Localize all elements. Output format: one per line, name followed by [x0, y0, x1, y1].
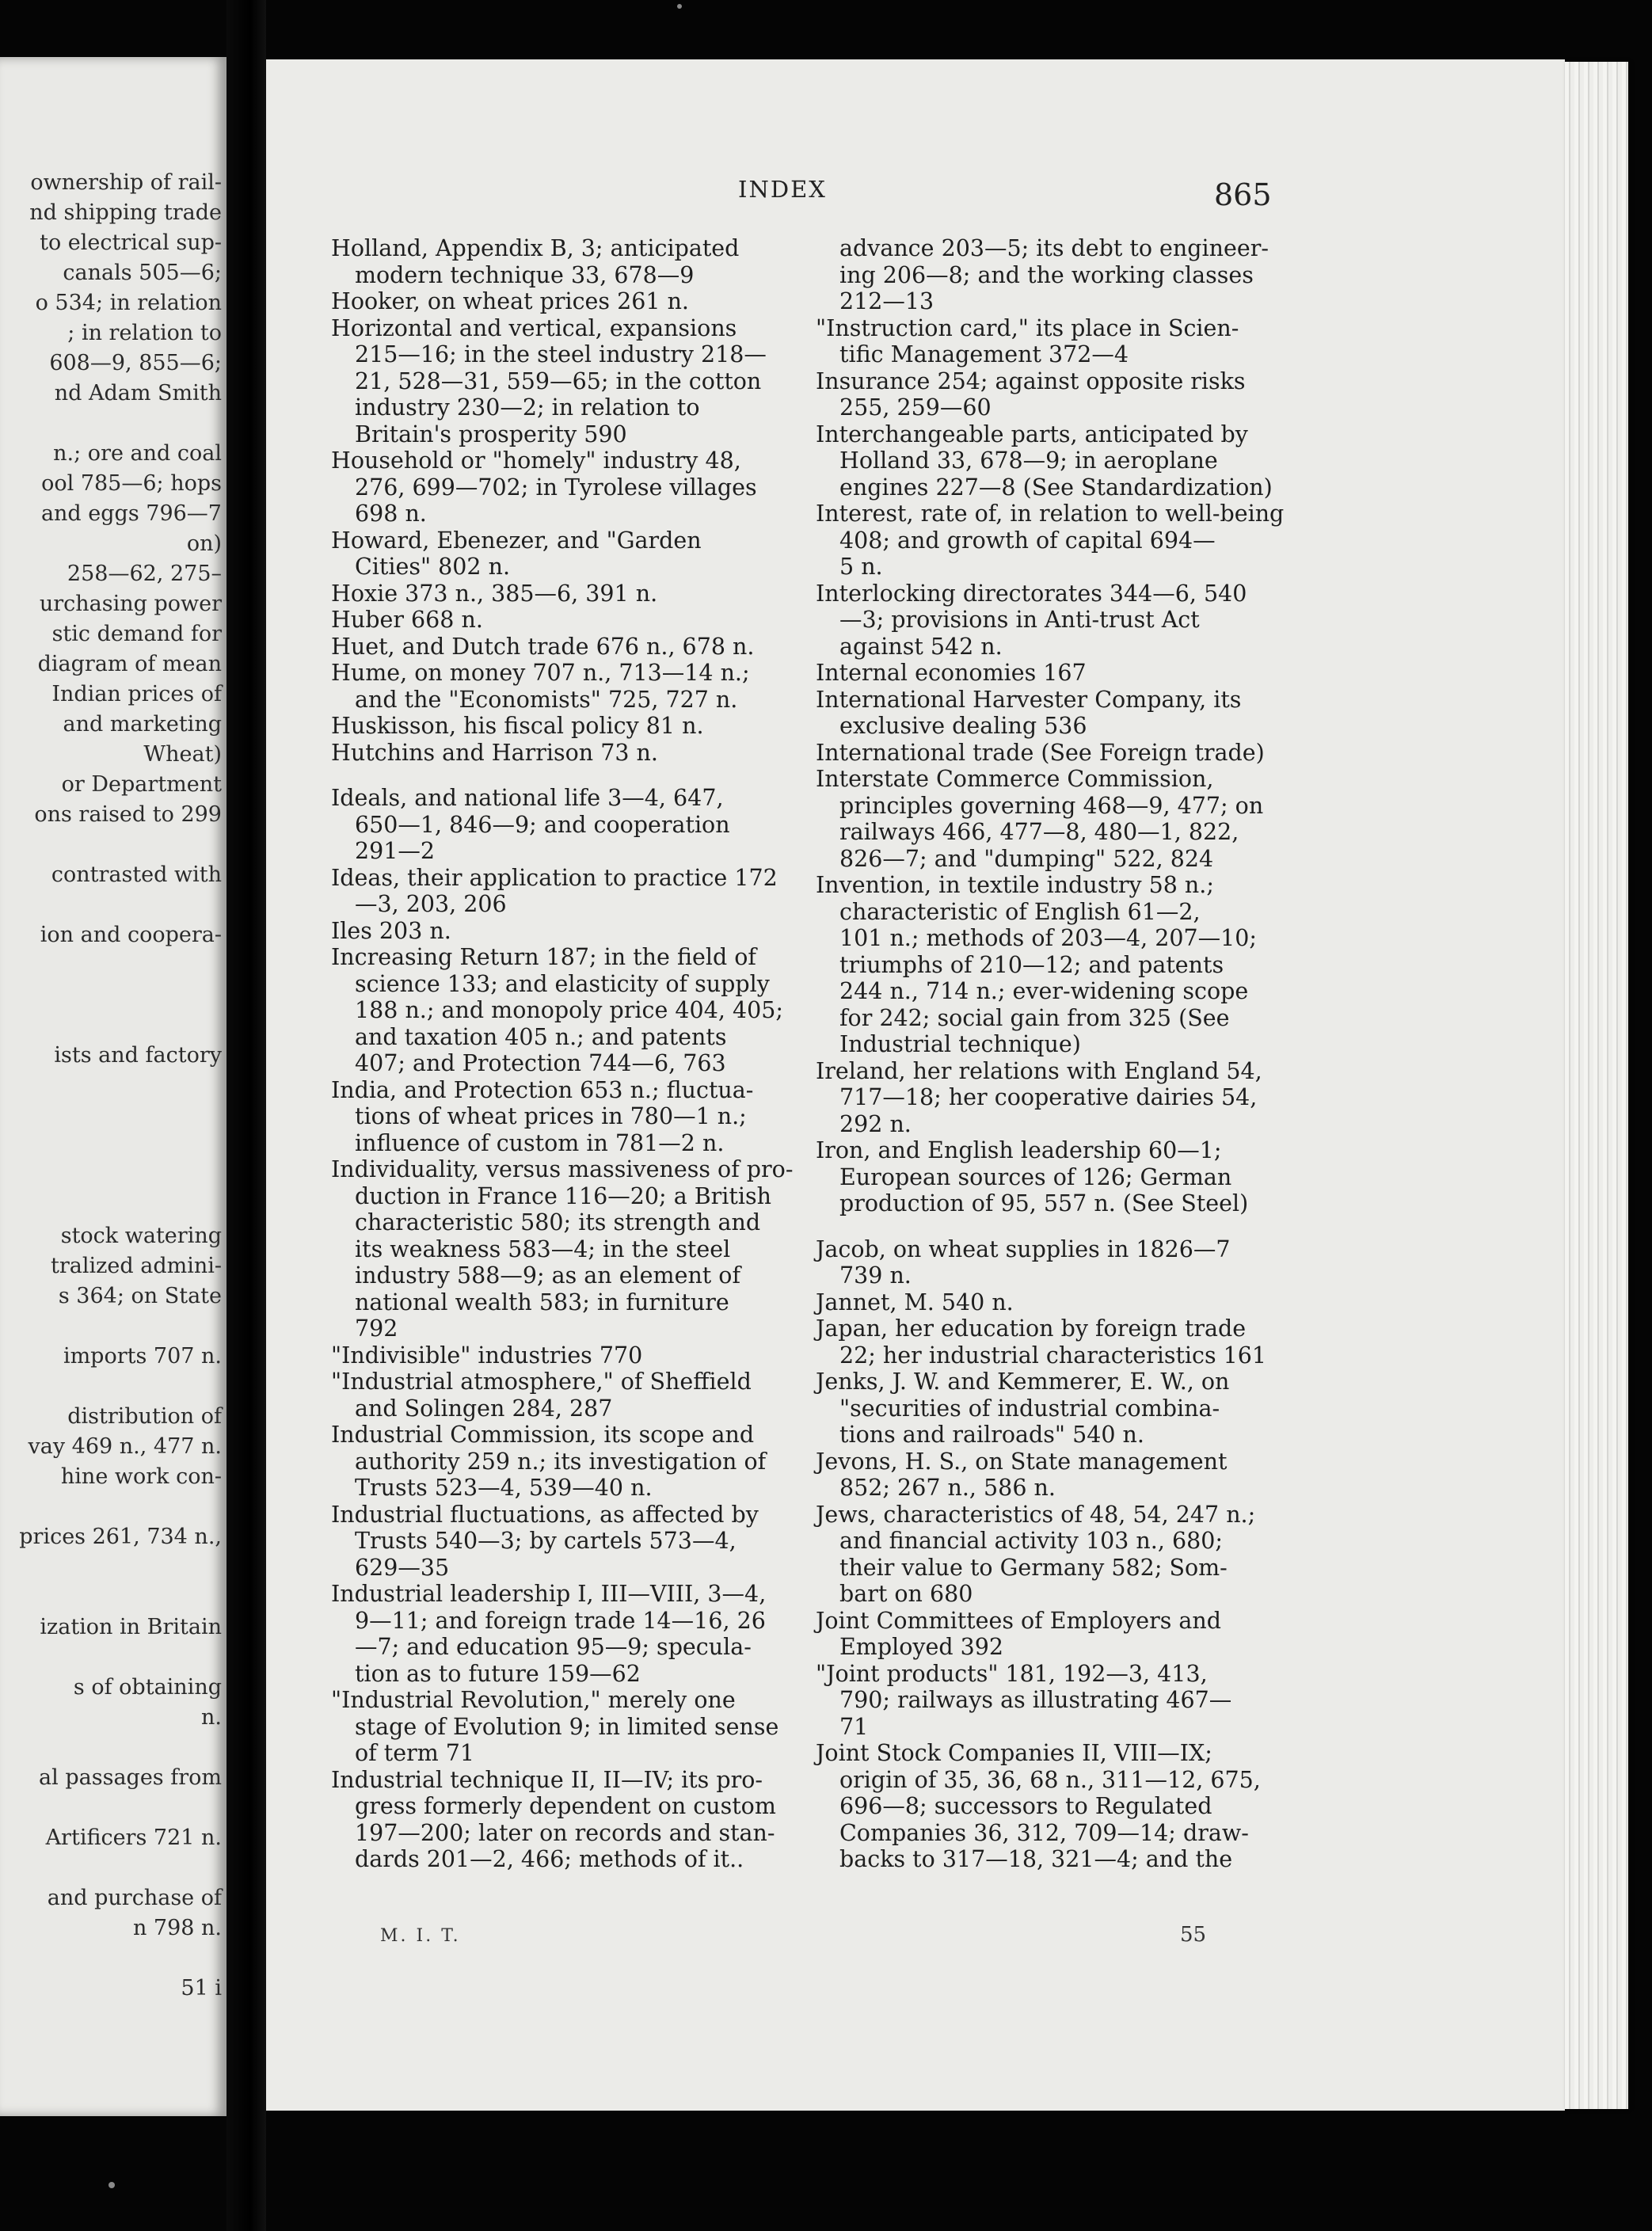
index-continuation-line: authority 259 n.; its investigation of — [355, 1448, 767, 1475]
index-continuation-line: 276, 699—702; in Tyrolese villages — [355, 474, 757, 501]
index-continuation-line: principles governing 468—9, 477; on — [839, 792, 1264, 819]
index-continuation-line: 255, 259—60 — [839, 394, 992, 421]
index-entry-line: Increasing Return 187; in the field of — [331, 944, 756, 970]
index-continuation-line: 197—200; later on records and stan- — [355, 1819, 775, 1846]
left-page-text-fragment: on) — [186, 531, 222, 556]
index-entry-line: Jannet, M. 540 n. — [816, 1289, 1014, 1315]
left-page-text-fragment: s 364; on State — [58, 1284, 222, 1308]
left-page-text-fragment: canals 505—6; — [63, 261, 222, 285]
index-continuation-line: production of 95, 557 n. (See Steel) — [839, 1190, 1249, 1216]
index-continuation-line: modern technique 33, 678—9 — [355, 261, 695, 288]
index-continuation-line: 407; and Protection 744—6, 763 — [355, 1050, 726, 1076]
index-continuation-line: "securities of industrial combina- — [839, 1395, 1220, 1422]
index-continuation-line: 790; railways as illustrating 467— — [839, 1687, 1232, 1713]
index-entry-line: Industrial leadership I, III—VIII, 3—4, — [331, 1581, 767, 1607]
index-entry-line: Insurance 254; against opposite risks — [816, 367, 1246, 394]
index-continuation-line: and financial activity 103 n., 680; — [839, 1528, 1223, 1554]
index-continuation-line: and Solingen 284, 287 — [355, 1395, 613, 1422]
index-continuation-line: 650—1, 846—9; and cooperation — [355, 811, 730, 838]
index-entry-line: India, and Protection 653 n.; fluctua- — [331, 1076, 754, 1103]
index-continuation-line: 826—7; and "dumping" 522, 824 — [839, 845, 1214, 872]
index-entry-line: Hutchins and Harrison 73 n. — [331, 739, 658, 766]
index-continuation-line: —7; and education 95—9; specula- — [355, 1634, 752, 1660]
index-continuation-line: 101 n.; methods of 203—4, 207—10; — [839, 925, 1257, 951]
index-entry-line: Internal economies 167 — [816, 660, 1087, 686]
left-page-text-fragment: ownership of rail- — [30, 170, 222, 195]
dust-speck — [677, 4, 682, 9]
gathering-number: 55 — [1180, 1923, 1207, 1947]
left-page-text-fragment: hine work con- — [60, 1464, 222, 1489]
index-continuation-line: 408; and growth of capital 694— — [839, 527, 1216, 554]
index-continuation-line: duction in France 116—20; a British — [355, 1182, 771, 1209]
dust-speck — [108, 2182, 115, 2188]
left-page-text-fragment: ons raised to 299 — [34, 802, 222, 827]
index-continuation-line: against 542 n. — [839, 633, 1003, 660]
index-entry-line: Industrial Commission, its scope and — [331, 1422, 755, 1448]
index-entry-line: Hume, on money 707 n., 713—14 n.; — [331, 660, 750, 686]
index-continuation-line: Industrial technique) — [839, 1031, 1081, 1057]
page-edges — [1565, 62, 1628, 2109]
left-page-text-fragment: s of obtaining — [73, 1675, 222, 1700]
index-entry-line: Interest, rate of, in relation to well-being — [816, 501, 1285, 527]
left-page-text-fragment: to electrical sup- — [40, 230, 222, 255]
left-page-text-fragment: Indian prices of — [51, 682, 222, 706]
left-page-text-fragment: n.; ore and coal — [53, 441, 222, 466]
index-continuation-line: Trusts 523—4, 539—40 n. — [355, 1475, 653, 1501]
index-continuation-line: triumphs of 210—12; and patents — [839, 951, 1224, 978]
index-continuation-line: 188 n.; and monopoly price 404, 405; — [355, 997, 783, 1023]
index-entry-line: Interstate Commerce Commission, — [816, 766, 1214, 792]
left-page-text-fragment: nd Adam Smith — [54, 381, 222, 405]
left-page-text-fragment: imports 707 n. — [63, 1344, 222, 1369]
index-continuation-line: Britain's prosperity 590 — [355, 421, 627, 447]
index-entry-line: Individuality, versus massiveness of pro- — [331, 1156, 794, 1182]
index-entry-line: Interchangeable parts, anticipated by — [816, 421, 1248, 447]
left-page-text-fragment: Artificers 721 n. — [45, 1826, 222, 1850]
index-entry-line: Huskisson, his fiscal policy 81 n. — [331, 713, 704, 739]
index-continuation-line: 792 — [355, 1315, 398, 1342]
index-continuation-line: European sources of 126; German — [839, 1163, 1232, 1190]
index-continuation-line: 71 — [839, 1713, 869, 1740]
index-continuation-line: tion as to future 159—62 — [355, 1660, 641, 1687]
index-continuation-line: advance 203—5; its debt to engineer- — [839, 235, 1269, 261]
index-continuation-line: Trusts 540—3; by cartels 573—4, — [355, 1528, 737, 1554]
index-entry-line: Joint Stock Companies II, VIII—IX; — [816, 1740, 1212, 1766]
index-continuation-line: tions of wheat prices in 780—1 n.; — [355, 1103, 747, 1129]
left-page-text-fragment: al passages from — [39, 1765, 222, 1790]
index-continuation-line: 739 n. — [839, 1262, 912, 1289]
left-page-text-fragment: stic demand for — [51, 622, 222, 646]
index-continuation-line: 717—18; her cooperative dairies 54, — [839, 1084, 1258, 1110]
page-number: 865 — [1214, 177, 1272, 212]
index-continuation-line: 21, 528—31, 559—65; in the cotton — [355, 367, 762, 394]
left-page-text-fragment: n. — [201, 1705, 222, 1730]
index-continuation-line: its weakness 583—4; in the steel — [355, 1235, 731, 1262]
index-continuation-line: 22; her industrial characteristics 161 — [839, 1342, 1267, 1369]
left-page-text-fragment: ool 785—6; hops — [41, 471, 222, 496]
book-gutter — [226, 0, 266, 2231]
index-entry-line: Japan, her education by foreign trade — [816, 1315, 1247, 1342]
left-page-text-fragment: o 534; in relation — [35, 291, 222, 315]
left-page-text-fragment: tralized admini- — [51, 1254, 222, 1278]
index-continuation-line: ing 206—8; and the working classes — [839, 261, 1254, 288]
index-entry-line: "Indivisible" industries 770 — [331, 1342, 643, 1369]
index-letter-gap — [331, 766, 803, 785]
index-continuation-line: Cities" 802 n. — [355, 554, 511, 580]
index-continuation-line: Employed 392 — [839, 1634, 1004, 1660]
left-page-text-fragment: stock watering — [60, 1224, 222, 1248]
index-entry-line: "Industrial atmosphere," of Sheffield — [331, 1369, 752, 1395]
index-entry-line: Huber 668 n. — [331, 607, 483, 633]
index-continuation-line: and taxation 405 n.; and patents — [355, 1023, 727, 1050]
index-entry-line: Joint Committees of Employers and — [816, 1607, 1221, 1634]
index-entry-line: Household or "homely" industry 48, — [331, 447, 741, 474]
left-page-text-fragment: ion and coopera- — [40, 923, 222, 947]
index-continuation-line: dards 201—2, 466; methods of it.. — [355, 1846, 744, 1872]
left-page-text-fragment: distribution of — [67, 1404, 222, 1429]
left-page-text-fragment: or Department — [61, 772, 222, 797]
index-entry-line: Iles 203 n. — [331, 917, 451, 944]
index-entry-line: Ireland, her relations with England 54, — [816, 1057, 1262, 1084]
index-entry-line: Hoxie 373 n., 385—6, 391 n. — [331, 580, 658, 607]
index-continuation-line: 9—11; and foreign trade 14—16, 26 — [355, 1607, 766, 1634]
running-header: INDEX — [738, 176, 827, 203]
index-continuation-line: stage of Evolution 9; in limited sense — [355, 1713, 779, 1740]
index-entry-line: Interlocking directorates 344—6, 540 — [816, 580, 1247, 607]
index-continuation-line: characteristic 580; its strength and — [355, 1209, 761, 1235]
index-entry-line: Jenks, J. W. and Kemmerer, E. W., on — [816, 1369, 1230, 1395]
index-continuation-line: gress formerly dependent on custom — [355, 1793, 776, 1819]
left-page-text-fragment: and purchase of — [47, 1886, 222, 1910]
index-continuation-line: —3; provisions in Anti-trust Act — [839, 607, 1200, 633]
index-continuation-line: 291—2 — [355, 838, 436, 864]
index-entry-line: International Harvester Company, its — [816, 686, 1242, 713]
left-page-text-fragment: 51 i — [181, 1976, 222, 2001]
index-entry-line: "Industrial Revolution," merely one — [331, 1687, 736, 1713]
index-entry-line: Holland, Appendix B, 3; anticipated — [331, 235, 740, 261]
left-page-text-fragment: 258—62, 275– — [67, 562, 222, 586]
index-continuation-line: engines 227—8 (See Standardization) — [839, 474, 1273, 501]
index-entry-line: International trade (See Foreign trade) — [816, 739, 1265, 766]
index-entry-line: Ideas, their application to practice 172 — [331, 864, 778, 891]
index-letter-gap — [816, 1217, 1291, 1236]
index-entry-line: Howard, Ebenezer, and "Garden — [331, 527, 702, 554]
index-continuation-line: 292 n. — [839, 1110, 912, 1137]
index-continuation-line: for 242; social gain from 325 (See — [839, 1004, 1230, 1031]
index-entry-line: Invention, in textile industry 58 n.; — [816, 872, 1214, 898]
left-page-text-fragment: 608—9, 855—6; — [49, 351, 222, 375]
index-continuation-line: exclusive dealing 536 — [839, 713, 1087, 739]
index-column-right — [816, 235, 1291, 1873]
index-continuation-line: backs to 317—18, 321—4; and the — [839, 1846, 1233, 1872]
index-entry-line: Jews, characteristics of 48, 54, 247 n.; — [816, 1501, 1256, 1528]
index-continuation-line: tions and railroads" 540 n. — [839, 1422, 1144, 1448]
index-entry-line: Iron, and English leadership 60—1; — [816, 1137, 1222, 1163]
index-continuation-line: railways 466, 477—8, 480—1, 822, — [839, 819, 1239, 845]
index-continuation-line: and the "Economists" 725, 727 n. — [355, 686, 738, 713]
left-page-text-fragment: and marketing — [63, 712, 222, 737]
index-continuation-line: 212—13 — [839, 288, 934, 314]
index-continuation-line: national wealth 583; in furniture — [355, 1289, 729, 1315]
left-page-text-fragment: vay 469 n., 477 n. — [28, 1434, 222, 1459]
index-continuation-line: Holland 33, 678—9; in aeroplane — [839, 447, 1218, 474]
index-entry-line: Huet, and Dutch trade 676 n., 678 n. — [331, 633, 755, 660]
index-entry-line: Horizontal and vertical, expansions — [331, 314, 737, 341]
index-continuation-line: —3, 203, 206 — [355, 891, 507, 917]
left-page-text-fragment: Wheat) — [143, 742, 222, 767]
index-continuation-line: 852; 267 n., 586 n. — [839, 1475, 1056, 1501]
index-continuation-line: industry 588—9; as an element of — [355, 1262, 741, 1289]
left-page-text-fragment: ization in Britain — [40, 1615, 222, 1639]
index-continuation-line: 215—16; in the steel industry 218— — [355, 341, 767, 367]
index-entry-line: "Instruction card," its place in Scien- — [816, 314, 1239, 341]
index-continuation-line: Companies 36, 312, 709—14; draw- — [839, 1819, 1249, 1846]
left-page-text-fragment: diagram of mean — [37, 652, 222, 676]
index-entry-line: Industrial fluctuations, as affected by — [331, 1501, 759, 1528]
left-page-text-fragment: contrasted with — [51, 862, 222, 887]
index-entry-line: Hooker, on wheat prices 261 n. — [331, 288, 689, 314]
index-continuation-line: 698 n. — [355, 501, 427, 527]
index-continuation-line: origin of 35, 36, 68 n., 311—12, 675, — [839, 1766, 1261, 1793]
left-page-text-fragment: nd shipping trade — [29, 200, 222, 225]
index-continuation-line: science 133; and elasticity of supply — [355, 970, 770, 997]
index-continuation-line: tific Management 372—4 — [839, 341, 1129, 367]
index-entry-line: Jevons, H. S., on State management — [816, 1448, 1228, 1475]
index-column-left — [331, 235, 803, 1873]
left-page-text-fragment: ; in relation to — [67, 321, 222, 345]
left-page-text-fragment: n 798 n. — [132, 1916, 222, 1940]
index-continuation-line: characteristic of English 61—2, — [839, 898, 1201, 925]
index-entry-line: Jacob, on wheat supplies in 1826—7 — [816, 1235, 1231, 1262]
left-page-text-fragment: ists and factory — [54, 1043, 222, 1068]
index-continuation-line: industry 230—2; in relation to — [355, 394, 700, 421]
left-page-text-fragment: prices 261, 734 n., — [19, 1525, 222, 1549]
index-entry-line: "Joint products" 181, 192—3, 413, — [816, 1660, 1208, 1687]
index-continuation-line: their value to Germany 582; Som- — [839, 1554, 1228, 1581]
index-continuation-line: influence of custom in 781—2 n. — [355, 1129, 725, 1156]
index-entry-line: Industrial technique II, II—IV; its pro- — [331, 1766, 763, 1793]
index-continuation-line: bart on 680 — [839, 1581, 973, 1607]
left-page — [0, 57, 226, 2116]
index-continuation-line: 629—35 — [355, 1554, 450, 1581]
signature-mark: M. I. T. — [380, 1926, 461, 1946]
index-continuation-line: 696—8; successors to Regulated — [839, 1793, 1212, 1819]
left-page-text-fragment: urchasing power — [39, 592, 222, 616]
index-continuation-line: 5 n. — [839, 554, 883, 580]
index-entry-line: Ideals, and national life 3—4, 647, — [331, 785, 724, 811]
index-continuation-line: 244 n., 714 n.; ever-widening scope — [839, 978, 1249, 1004]
left-page-text-fragment: and eggs 796—7 — [40, 501, 222, 526]
index-continuation-line: of term 71 — [355, 1740, 475, 1766]
